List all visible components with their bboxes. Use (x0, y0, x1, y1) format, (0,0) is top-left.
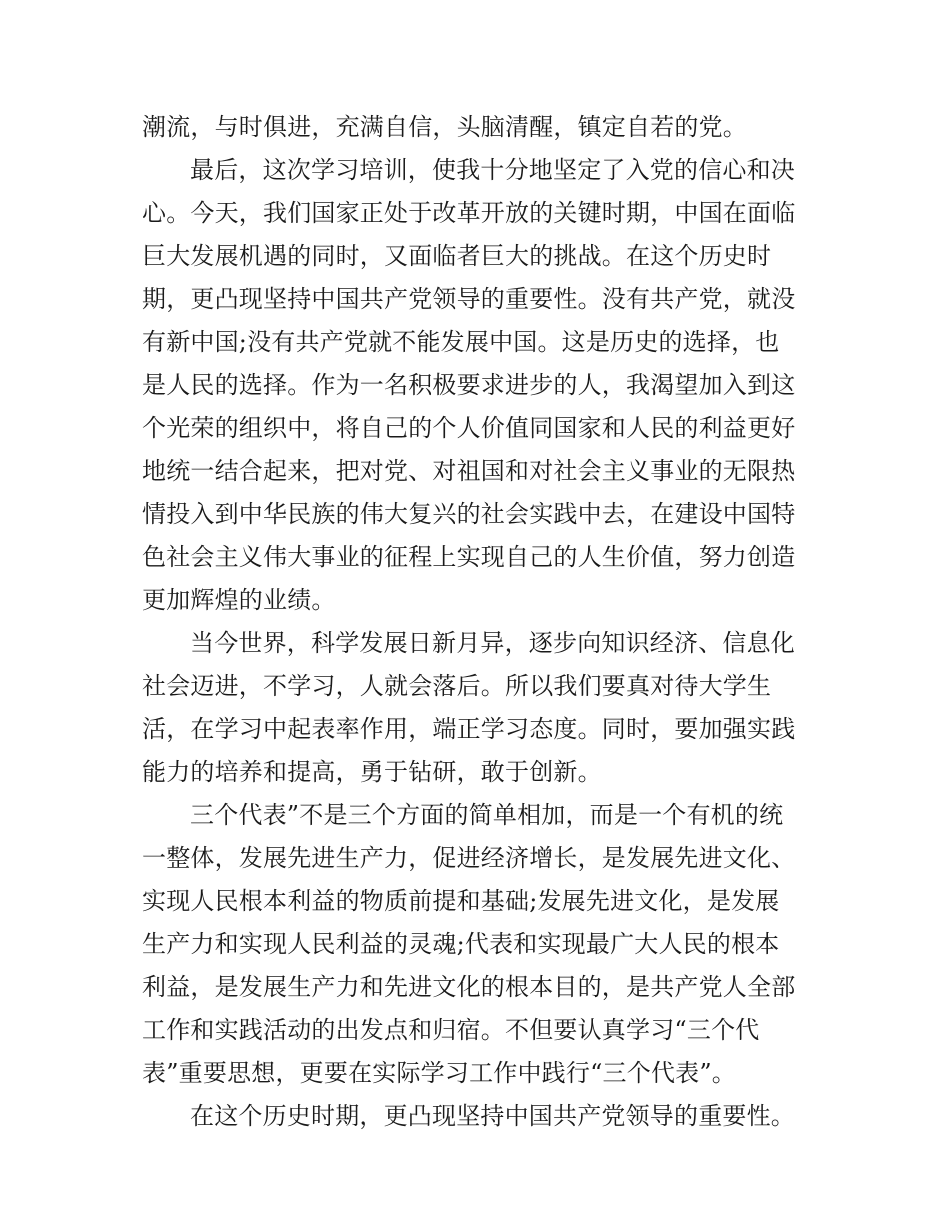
text-line: 情投入到中华民族的伟大复兴的社会实践中去，在建设中国特 (142, 500, 796, 528)
text-line: 活，在学习中起表率作用，端正学习态度。同时，要加强实践 (142, 715, 796, 743)
text-line: 更加辉煌的业绩。 (142, 586, 336, 614)
text-line: 实现人民根本利益的物质前提和基础;发展先进文化，是发展 (142, 887, 780, 915)
text-line: 工作和实践活动的出发点和归宿。不但要认真学习“三个代 (142, 1016, 760, 1044)
text-line: 利益，是发展生产力和先进文化的根本目的，是共产党人全部 (142, 973, 796, 1001)
paragraph-first-line: 最后，这次学习培训，使我十分地坚定了入党的信心和决 (190, 156, 795, 184)
text-line: 生产力和实现人民利益的灵魂;代表和实现最广大人民的根本 (142, 930, 780, 958)
text-line: 地统一结合起来，把对党、对祖国和对社会主义事业的无限热 (142, 457, 796, 485)
text-line: 有新中国;没有共产党就不能发展中国。这是历史的选择，也 (142, 328, 780, 356)
text-line: 是人民的选择。作为一名积极要求进步的人，我渴望加入到这 (142, 371, 796, 399)
text-line: 能力的培养和提高，勇于钻研，敢于创新。 (142, 758, 602, 786)
text-line: 潮流，与时俱进，充满自信，头脑清醒，镇定自若的党。 (142, 113, 747, 141)
text-line: 表”重要思想，更要在实际学习工作中践行“三个代表”。 (142, 1059, 737, 1087)
text-line: 心。今天，我们国家正处于改革开放的关键时期，中国在面临 (142, 199, 796, 227)
text-line: 社会迈进，不学习，人就会落后。所以我们要真对待大学生 (142, 672, 772, 700)
paragraph-first-line: 在这个历史时期，更凸现坚持中国共产党领导的重要性。 (190, 1102, 795, 1130)
text-line: 期，更凸现坚持中国共产党领导的重要性。没有共产党，就没 (142, 285, 796, 313)
paragraph-first-line: 当今世界，科学发展日新月异，逐步向知识经济、信息化 (190, 629, 795, 657)
text-line: 一整体，发展先进生产力，促进经济增长，是发展先进文化、 (142, 844, 796, 872)
text-line: 巨大发展机遇的同时，又面临者巨大的挑战。在这个历史时 (142, 242, 772, 270)
text-line: 色社会主义伟大事业的征程上实现自己的人生价值，努力创造 (142, 543, 796, 571)
text-line: 个光荣的组织中，将自己的个人价值同国家和人民的利益更好 (142, 414, 796, 442)
paragraph-first-line: 三个代表”不是三个方面的简单相加，而是一个有机的统 (190, 801, 784, 829)
